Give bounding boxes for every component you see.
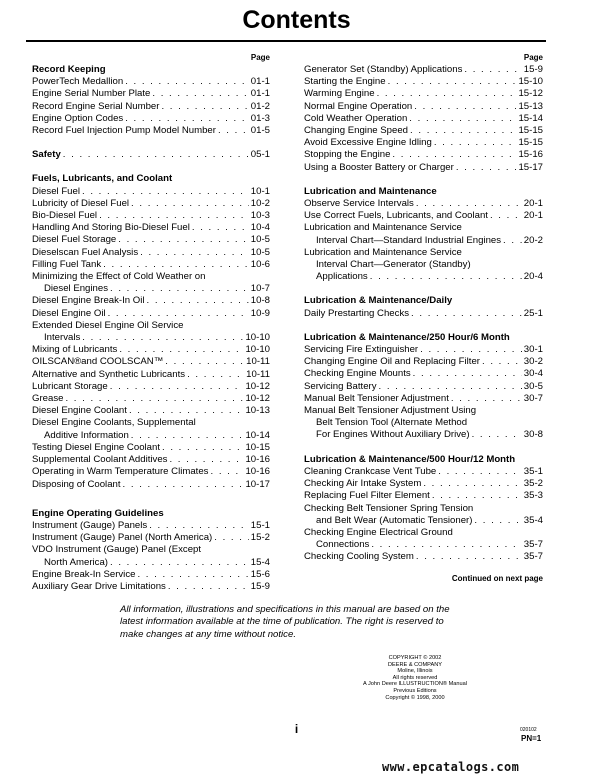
toc-right-list xyxy=(304,64,543,564)
toc-entry-page: 15-9 xyxy=(523,64,543,75)
toc-entry-page: 10-10 xyxy=(245,344,270,356)
toc-entry-title: Instrument (Gauge) Panels xyxy=(32,519,148,531)
toc-entry-title: Bio-Diesel Fuel xyxy=(32,210,98,222)
toc-section-heading: Engine Operating Guidelines xyxy=(32,507,164,519)
toc-section-heading: Fuels, Lubricants, and Coolant xyxy=(32,173,173,185)
toc-entry-page: 30-7 xyxy=(523,392,543,404)
toc-entry-line: Minimizing the Effect of Cold Weather on xyxy=(32,271,206,283)
toc-spacer xyxy=(304,283,543,295)
toc-entry-title: Changing Engine Oil and Replacing Filter xyxy=(304,356,480,368)
dot-leader xyxy=(108,308,249,320)
dot-leader xyxy=(110,283,249,295)
toc-entry-title: Testing Diesel Engine Coolant xyxy=(32,441,160,453)
toc-entry-page: 25-1 xyxy=(523,307,543,319)
toc-entry[interactable] xyxy=(32,405,270,417)
toc-entry-title: Replacing Fuel Filter Element xyxy=(304,490,430,502)
dot-leader xyxy=(218,125,249,137)
toc-entry-title: Use Correct Fuels, Lubricants, and Coolant xyxy=(304,210,488,222)
toc-entry-page: 10-10 xyxy=(245,332,270,344)
toc-entry[interactable] xyxy=(32,283,270,295)
toc-entry-page: 10-5 xyxy=(250,234,270,246)
toc-entry-page: 01-1 xyxy=(250,88,270,100)
toc-entry[interactable] xyxy=(32,76,270,88)
dot-leader xyxy=(162,442,243,454)
toc-entry-title: Connections xyxy=(316,539,370,551)
toc-right-column xyxy=(304,52,543,583)
toc-entry-page: 35-1 xyxy=(523,465,543,477)
toc-entry-title: Manual Belt Tensioner Adjustment xyxy=(304,392,449,404)
toc-entry-title: Safety xyxy=(32,149,61,161)
dot-leader xyxy=(410,125,516,137)
dot-leader xyxy=(119,344,243,356)
toc-entry[interactable] xyxy=(32,210,270,222)
toc-entry-page: 10-12 xyxy=(245,393,270,405)
toc-entry[interactable] xyxy=(32,247,270,259)
copyright-line: All rights reserved xyxy=(392,674,438,681)
toc-entry[interactable] xyxy=(304,101,543,113)
dot-leader xyxy=(472,429,522,441)
toc-left-column xyxy=(32,52,270,593)
toc-section-heading: Lubrication & Maintenance/Daily xyxy=(304,295,453,307)
dot-leader xyxy=(392,149,516,161)
toc-entry[interactable] xyxy=(304,539,543,551)
toc-entry-page: 30-5 xyxy=(523,380,543,392)
dot-leader xyxy=(379,381,522,393)
toc-entry[interactable] xyxy=(32,259,270,271)
toc-entry-page: 30-1 xyxy=(523,344,543,356)
toc-entry-title: Instrument (Gauge) Panel (North America) xyxy=(32,532,213,544)
toc-entry-title: Lubricant Storage xyxy=(32,380,108,392)
toc-entry-page: 15-12 xyxy=(518,88,543,100)
toc-entry-title: Diesel Engines xyxy=(44,283,108,295)
toc-entry-line: Checking Engine Electrical Ground xyxy=(304,526,453,538)
toc-entry-title: Intervals xyxy=(44,332,81,344)
dot-leader xyxy=(125,76,249,88)
copyright-block xyxy=(345,655,485,701)
toc-entry[interactable] xyxy=(304,198,543,210)
toc-entry-page: 15-15 xyxy=(518,125,543,137)
dot-leader xyxy=(137,569,248,581)
dot-leader xyxy=(414,101,516,113)
toc-entry-page: 15-9 xyxy=(250,580,270,592)
toc-entry[interactable] xyxy=(304,368,543,380)
dot-leader xyxy=(456,162,517,174)
continued-note: Continued on next page xyxy=(451,573,543,583)
copyright-line: Moline, Illinois xyxy=(397,668,433,675)
toc-entry-title: Generator Set (Standby) Applications xyxy=(304,64,463,75)
toc-entry-line: Extended Diesel Engine Oil Service xyxy=(32,319,184,331)
dot-leader xyxy=(388,76,517,88)
dot-leader xyxy=(434,137,517,149)
toc-entry-title: Servicing Fire Extinguisher xyxy=(304,344,419,356)
publication-notice: All information, illustrations and specifications in this manual are based on the latest information available at the time of publication. The right is reserved to make changes at any time without notice. xyxy=(120,604,450,640)
toc-entry[interactable] xyxy=(32,454,270,466)
document-code: 020102 xyxy=(520,727,537,733)
toc-entry-page: 30-8 xyxy=(523,429,543,441)
toc-entry-page: 15-2 xyxy=(250,532,270,544)
toc-entry-page: 35-2 xyxy=(523,478,543,490)
toc-entry-title: For Engines Without Auxiliary Drive) xyxy=(316,429,470,441)
dot-leader xyxy=(432,490,522,502)
toc-section-heading: Record Keeping xyxy=(32,64,106,75)
toc-entry-page: 15-17 xyxy=(518,161,543,173)
dot-leader xyxy=(377,88,517,100)
dot-leader xyxy=(490,210,522,222)
toc-entry[interactable] xyxy=(32,569,270,581)
toc-entry[interactable] xyxy=(304,478,543,490)
toc-entry-line: Manual Belt Tensioner Adjustment Using xyxy=(304,405,477,417)
page-number: i xyxy=(294,722,299,736)
toc-entry[interactable] xyxy=(304,308,543,320)
toc-entry[interactable] xyxy=(304,551,543,563)
toc-entry-page: 05-1 xyxy=(250,149,270,161)
toc-entry-title: Record Engine Serial Number xyxy=(32,100,160,112)
toc-entry-title: Diesel Engine Coolant xyxy=(32,405,127,417)
toc-entry-line: VDO Instrument (Gauge) Panel (Except xyxy=(32,544,202,556)
toc-entry-page: 15-16 xyxy=(518,149,543,161)
toc-section-heading: Lubrication and Maintenance xyxy=(304,185,437,197)
toc-entry-title: Daily Prestarting Checks xyxy=(304,307,410,319)
dot-leader xyxy=(123,479,244,491)
toc-entry-line: Lubrication and Maintenance Service xyxy=(304,222,462,234)
toc-spacer xyxy=(304,320,543,332)
toc-entry-page: 10-11 xyxy=(246,368,270,380)
toc-entry[interactable] xyxy=(32,557,270,569)
dot-leader xyxy=(65,393,243,405)
toc-entry[interactable] xyxy=(304,162,543,174)
toc-entry-page: 10-7 xyxy=(250,283,270,295)
toc-entry-page: 10-4 xyxy=(250,222,270,234)
copyright-line: A John Deere ILLUSTRUCTION® Manual xyxy=(363,681,467,688)
toc-entry[interactable] xyxy=(304,393,543,405)
toc-entry-page: 10-12 xyxy=(245,380,270,392)
toc-entry[interactable] xyxy=(32,125,270,137)
dot-leader xyxy=(131,198,249,210)
toc-entry-title: Record Fuel Injection Pump Model Number xyxy=(32,125,216,137)
toc-entry[interactable] xyxy=(32,466,270,478)
toc-entry[interactable] xyxy=(32,198,270,210)
toc-entry-page: 01-3 xyxy=(250,112,270,124)
page-title: Contents xyxy=(242,6,351,34)
toc-entry[interactable] xyxy=(32,308,270,320)
dot-leader xyxy=(413,368,522,380)
toc-entry-title: Diesel Engine Break-In Oil xyxy=(32,295,145,307)
toc-entry-page: 20-1 xyxy=(523,210,543,222)
toc-entry[interactable] xyxy=(304,76,543,88)
toc-entry[interactable] xyxy=(304,344,543,356)
dot-leader xyxy=(82,332,243,344)
dot-leader xyxy=(165,356,244,368)
watermark-text: www.epcatalogs.com xyxy=(382,760,520,774)
toc-entry[interactable] xyxy=(32,295,270,307)
toc-entry-title: Additive Information xyxy=(44,429,129,441)
toc-entry[interactable] xyxy=(304,235,543,247)
dot-leader xyxy=(168,581,249,593)
toc-spacer xyxy=(304,174,543,186)
dot-leader xyxy=(370,271,522,283)
toc-entry-title: Warming Engine xyxy=(304,88,375,100)
toc-entry-title: OILSCAN®and COOLSCAN™ xyxy=(32,356,164,368)
toc-entry-page: 15-4 xyxy=(250,556,270,568)
toc-entry-page: 10-14 xyxy=(245,429,270,441)
toc-entry-line: Belt Tension Tool (Alternate Method xyxy=(316,417,468,429)
page-column-header: Page xyxy=(250,53,270,62)
toc-entry[interactable] xyxy=(304,271,543,283)
toc-entry-page: 10-16 xyxy=(245,454,270,466)
dot-leader xyxy=(371,539,521,551)
page-column-header: Page xyxy=(523,53,543,62)
dot-leader xyxy=(416,551,522,563)
toc-entry-page: 15-15 xyxy=(518,137,543,149)
dot-leader xyxy=(110,381,244,393)
toc-spacer xyxy=(32,137,270,149)
dot-leader xyxy=(482,356,522,368)
toc-entry-line: Lubrication and Maintenance Service xyxy=(304,246,462,258)
toc-entry-page: 01-2 xyxy=(250,100,270,112)
toc-entry-page: 15-6 xyxy=(250,568,270,580)
toc-entry[interactable] xyxy=(32,369,270,381)
toc-entry-title: Interval Chart—Standard Industrial Engines xyxy=(316,234,502,246)
toc-entry-title: Dieselscan Fuel Analysis xyxy=(32,246,139,258)
toc-entry-line: Interval Chart—Generator (Standby) xyxy=(316,259,471,271)
toc-entry-title: Checking Engine Mounts xyxy=(304,368,411,380)
toc-spacer xyxy=(32,161,270,173)
copyright-line: COPYRIGHT © 2002 xyxy=(388,655,442,661)
dot-leader xyxy=(464,64,521,76)
toc-entry-title: Engine Break-In Service xyxy=(32,568,136,580)
dot-leader xyxy=(474,515,521,527)
dot-leader xyxy=(161,101,248,113)
toc-entry-title: and Belt Wear (Automatic Tensioner) xyxy=(316,514,473,526)
toc-entry-title: Applications xyxy=(316,271,368,283)
dot-leader xyxy=(451,393,522,405)
dot-leader xyxy=(409,113,516,125)
toc-entry-page: 10-15 xyxy=(245,441,270,453)
toc-entry-title: Normal Engine Operation xyxy=(304,100,413,112)
toc-entry-page: 35-4 xyxy=(523,514,543,526)
toc-entry-page: 30-4 xyxy=(523,368,543,380)
toc-entry[interactable] xyxy=(304,429,543,441)
dot-leader xyxy=(140,247,249,259)
dot-leader xyxy=(131,430,244,442)
toc-entry-page: 10-16 xyxy=(245,466,270,478)
toc-left-list xyxy=(32,64,270,593)
toc-entry-title: Mixing of Lubricants xyxy=(32,344,118,356)
toc-entry[interactable] xyxy=(304,113,543,125)
dot-leader xyxy=(192,222,249,234)
toc-entry-title: North America) xyxy=(44,556,108,568)
toc-entry-title: Engine Option Codes xyxy=(32,112,124,124)
toc-entry-title: Checking Cooling System xyxy=(304,551,414,563)
toc-entry-page: 10-1 xyxy=(250,185,270,197)
toc-entry-page: 10-9 xyxy=(250,307,270,319)
dot-leader xyxy=(110,557,249,569)
toc-entry-title: Alternative and Synthetic Lubricants xyxy=(32,368,186,380)
dot-leader xyxy=(411,308,522,320)
toc-spacer xyxy=(32,491,270,508)
copyright-line: Copyright © 1998, 2000 xyxy=(385,694,445,701)
toc-section-heading: Lubrication & Maintenance/250 Hour/6 Month xyxy=(304,331,510,343)
toc-entry[interactable] xyxy=(32,479,270,491)
toc-entry-title: Grease xyxy=(32,393,64,405)
toc-entry-title: Disposing of Coolant xyxy=(32,478,121,490)
dot-leader xyxy=(187,369,244,381)
toc-entry-page: 20-2 xyxy=(523,234,543,246)
toc-entry-title: Auxiliary Gear Drive Limitations xyxy=(32,580,166,592)
dot-leader xyxy=(210,466,243,478)
toc-entry[interactable] xyxy=(32,393,270,405)
dot-leader xyxy=(438,466,522,478)
toc-entry-title: Lubricity of Diesel Fuel xyxy=(32,197,130,209)
toc-entry-title: Observe Service Intervals xyxy=(304,198,414,210)
toc-entry-title: Engine Serial Number Plate xyxy=(32,88,151,100)
dot-leader xyxy=(149,520,249,532)
dot-leader xyxy=(169,454,243,466)
toc-entry-page: 10-17 xyxy=(245,478,270,490)
toc-entry-title: Using a Booster Battery or Charger xyxy=(304,161,454,173)
toc-entry-page: 35-3 xyxy=(523,490,543,502)
toc-entry-page: 01-1 xyxy=(250,76,270,88)
toc-entry[interactable] xyxy=(32,344,270,356)
toc-entry[interactable] xyxy=(32,113,270,125)
toc-entry[interactable] xyxy=(304,137,543,149)
dot-leader xyxy=(129,405,244,417)
toc-entry-title: Avoid Excessive Engine Idling xyxy=(304,137,432,149)
dot-leader xyxy=(503,235,522,247)
pn-label: PN=1 xyxy=(521,734,542,743)
toc-entry[interactable] xyxy=(32,581,270,593)
toc-entry[interactable] xyxy=(304,125,543,137)
toc-entry[interactable] xyxy=(32,332,270,344)
toc-spacer xyxy=(304,442,543,454)
toc-entry-title: Changing Engine Speed xyxy=(304,125,409,137)
dot-leader xyxy=(147,295,249,307)
dot-leader xyxy=(416,198,522,210)
toc-entry[interactable] xyxy=(304,149,543,161)
toc-entry[interactable] xyxy=(32,532,270,544)
toc-entry-page: 15-13 xyxy=(518,100,543,112)
toc-entry-title: Filling Fuel Tank xyxy=(32,258,102,270)
dot-leader xyxy=(103,259,249,271)
toc-entry-page: 35-7 xyxy=(523,539,543,551)
toc-entry[interactable] xyxy=(32,234,270,246)
toc-entry-page: 10-11 xyxy=(246,356,270,368)
toc-entry-page: 15-10 xyxy=(518,76,543,88)
toc-entry-title: PowerTech Medallion xyxy=(32,76,124,88)
dot-leader xyxy=(152,88,248,100)
toc-entry-title: Supplemental Coolant Additives xyxy=(32,454,168,466)
copyright-line: DEERE & COMPANY xyxy=(388,661,442,668)
dot-leader xyxy=(423,478,521,490)
toc-entry[interactable] xyxy=(304,210,543,222)
toc-entry-page: 15-1 xyxy=(250,519,270,531)
toc-entry-title: Servicing Battery xyxy=(304,380,377,392)
toc-entry[interactable] xyxy=(304,356,543,368)
toc-entry-page: 20-4 xyxy=(523,271,543,283)
dot-leader xyxy=(420,344,522,356)
toc-entry-title: Diesel Engine Oil xyxy=(32,307,106,319)
toc-entry[interactable] xyxy=(304,381,543,393)
toc-entry[interactable] xyxy=(32,520,270,532)
toc-entry-title: Cold Weather Operation xyxy=(304,112,408,124)
toc-entry[interactable] xyxy=(32,442,270,454)
dot-leader xyxy=(63,149,249,161)
title-rule xyxy=(26,40,546,42)
toc-entry[interactable] xyxy=(304,466,543,478)
toc-entry-title: Handling And Storing Bio-Diesel Fuel xyxy=(32,222,190,234)
toc-entry-page: 15-14 xyxy=(518,112,543,124)
toc-entry-page: 10-6 xyxy=(250,258,270,270)
toc-section-heading: Lubrication & Maintenance/500 Hour/12 Month xyxy=(304,453,516,465)
toc-entry-page: 10-2 xyxy=(250,197,270,209)
toc-entry-title: Starting the Engine xyxy=(304,76,386,88)
toc-entry-line: Diesel Engine Coolants, Supplemental xyxy=(32,417,196,429)
toc-entry-page: 10-8 xyxy=(250,295,270,307)
copyright-line: Previous Editions xyxy=(393,687,437,694)
dot-leader xyxy=(82,186,249,198)
dot-leader xyxy=(214,532,249,544)
toc-entry-page: 30-2 xyxy=(523,356,543,368)
toc-entry-title: Diesel Fuel xyxy=(32,185,80,197)
toc-entry-title: Stopping the Engine xyxy=(304,149,391,161)
toc-entry[interactable] xyxy=(32,381,270,393)
dot-leader xyxy=(118,234,249,246)
dot-leader xyxy=(99,210,249,222)
toc-entry[interactable] xyxy=(32,149,270,161)
toc-entry-page: 35-7 xyxy=(523,551,543,563)
toc-entry-line: Checking Belt Tensioner Spring Tension xyxy=(304,502,474,514)
dot-leader xyxy=(125,113,249,125)
toc-entry-page: 10-3 xyxy=(250,210,270,222)
toc-entry[interactable] xyxy=(304,515,543,527)
toc-entry[interactable] xyxy=(304,88,543,100)
toc-entry-title: Diesel Fuel Storage xyxy=(32,234,117,246)
toc-entry[interactable] xyxy=(304,64,543,76)
toc-entry[interactable] xyxy=(304,490,543,502)
toc-entry-page: 10-5 xyxy=(250,246,270,258)
toc-entry-page: 01-5 xyxy=(250,125,270,137)
toc-entry-title: Checking Air Intake System xyxy=(304,478,422,490)
toc-entry-page: 20-1 xyxy=(523,198,543,210)
toc-entry[interactable] xyxy=(32,430,270,442)
toc-entry[interactable] xyxy=(32,88,270,100)
toc-entry-page: 10-13 xyxy=(245,405,270,417)
toc-entry[interactable] xyxy=(32,356,270,368)
toc-entry-title: Operating in Warm Temperature Climates xyxy=(32,466,209,478)
toc-entry[interactable] xyxy=(32,186,270,198)
toc-entry[interactable] xyxy=(32,101,270,113)
toc-entry[interactable] xyxy=(32,222,270,234)
toc-entry-title: Cleaning Crankcase Vent Tube xyxy=(304,465,437,477)
